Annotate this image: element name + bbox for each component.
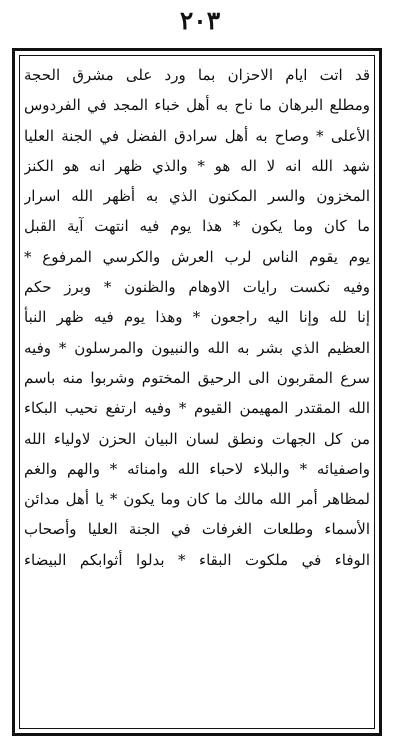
text-line: العظيم الذي بشر به الله والنبيون والمرسلون * وفيه [24,338,370,357]
text-line: وفيه نكست رايات الاوهام والظنون * وبرز حكم [24,278,370,297]
text-line: يوم يقوم الناس لرب العرش والكرسي المرفوع * [24,247,370,266]
text-line: الله المقتدر المهيمن القيوم * وفيه ارتفع نحيب البكاء [24,399,370,418]
text-line: الأسماء وطلعات الغرفات في الجنة العليا وأصحاب [24,520,370,539]
text-line: الأعلى * وصاح به أهل سرادق الفضل في الجنة العليا [24,126,370,145]
text-line: واصفيائه * والبلاء لاحباء الله وامنائه * والهم والغم [24,459,370,478]
text-line: من كل الجهات ونطق لسان البيان الحزن لاولياء الله [24,429,370,448]
text-line: ما كان وما يكون * هذا يوم فيه انتهت آية القبل [24,217,370,236]
page-text [24,60,370,728]
text-line: المخزون والسر المكنون الذي به أظهر الله اسرار [24,187,370,206]
text-line: ومطلع البرهان ما ناح به أهل خباء المجد في الفردوس [24,96,370,115]
text-line: إنا لله وإنا اليه راجعون * وهذا يوم فيه ظهر النبأ [24,308,370,327]
page-number: ٢٠٣ [179,6,221,35]
text-line: سرع المقربون الى الرحيق المختوم وشربوا منه باسم [24,368,370,387]
text-line: لمظاهر أمر الله مالك ما كان وما يكون * يا أهل مدائن [24,490,370,509]
text-line: قد اتت ايام الاحزان بما ورد على مشرق الحجة [24,66,370,84]
text-line: شهد الله انه لا اله هو * والذي ظهر انه هو الكنز [24,156,370,175]
text-line: الوفاء في ملكوت البقاء * بدلوا أثوابكم البيضاء [24,550,370,569]
